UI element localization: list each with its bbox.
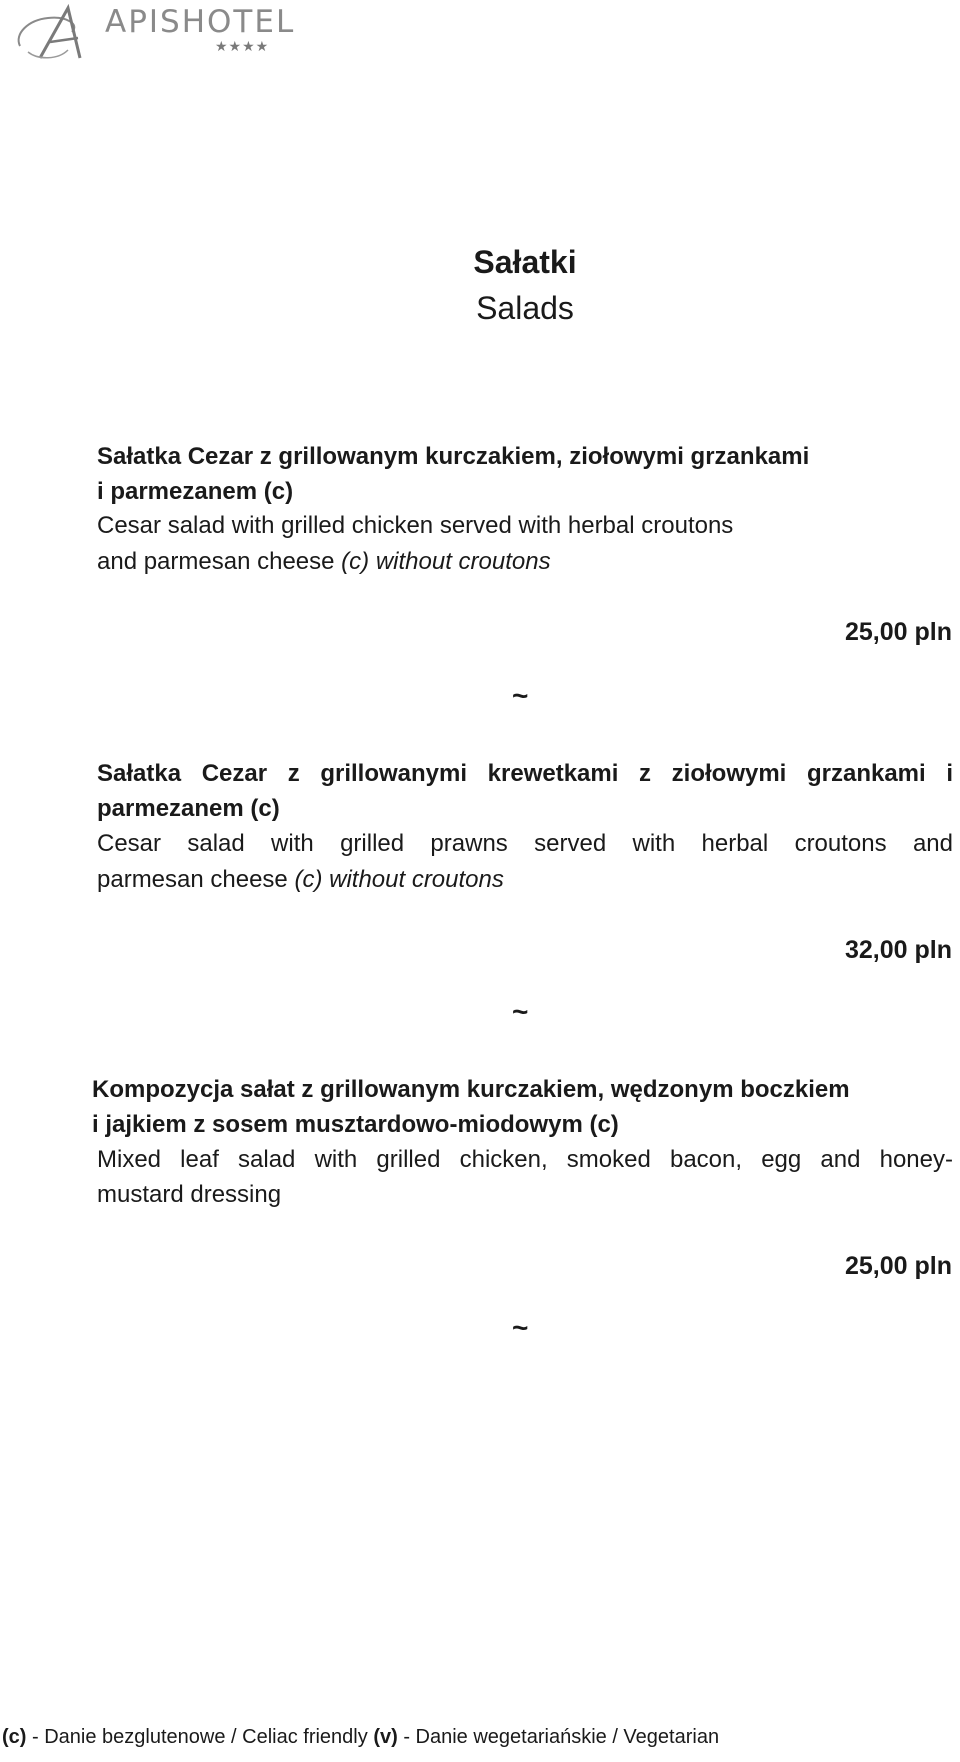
item-note: (c) without croutons (341, 548, 551, 575)
item-separator: ~ (512, 1312, 529, 1343)
item-name-pl-line2: parmezanem (c) (97, 795, 280, 822)
item-name-pl-line1: Kompozycja sałat z grillowanym kurczakiem, wędzonym boczkiem (92, 1076, 850, 1103)
item-name-en-line1: Mixed leaf salad with grilled chicken, smoked bacon, egg and honey- (97, 1146, 953, 1173)
dietary-legend (2, 1726, 719, 1749)
section-title-pl: Sałatki (473, 244, 577, 280)
legend-code-c: (c) (2, 1726, 27, 1748)
logo-brand-text: APISHOTEL (105, 4, 296, 40)
legend-code-v: (v) (373, 1726, 398, 1748)
item-note: (c) without croutons (294, 866, 504, 893)
logo-stars: ★★★★ (215, 38, 270, 54)
item-name-en-line2: mustard dressing (97, 1181, 282, 1208)
legend-text-c: - Danie bezglutenowe / Celiac friendly (26, 1726, 374, 1748)
item-name-pl-line2: i parmezanem (c) (97, 478, 294, 505)
item-name-en-line1: Cesar salad with grilled chicken served with herbal croutons (97, 512, 734, 539)
hotel-logo (10, 2, 310, 64)
legend-text-v: - Danie wegetariańskie / Vegetarian (397, 1726, 720, 1748)
item-name-en-line2 (97, 548, 953, 576)
item-price: 32,00 pln (845, 936, 952, 964)
section-title-en: Salads (476, 290, 574, 326)
item-name-pl-line1: Sałatka Cezar z grillowanymi krewetkami z ziołowymi grzankami i (97, 760, 953, 787)
item-price: 25,00 pln (845, 618, 952, 646)
item-name-pl-line1: Sałatka Cezar z grillowanym kurczakiem, ziołowymi grzankami (97, 443, 810, 470)
item-price: 25,00 pln (845, 1252, 952, 1280)
item-separator: ~ (512, 996, 529, 1027)
item-name-pl-line2: i jajkiem z sosem musztardowo-miodowym (c) (92, 1111, 619, 1138)
item-name-en-line1: Cesar salad with grilled prawns served with herbal croutons and (97, 830, 953, 857)
item-name-en-line2 (97, 866, 953, 894)
item-en-text: and parmesan cheese (97, 548, 342, 575)
logo-emblem-icon (10, 2, 110, 64)
item-en-text: parmesan cheese (97, 866, 295, 893)
item-separator: ~ (512, 680, 529, 711)
